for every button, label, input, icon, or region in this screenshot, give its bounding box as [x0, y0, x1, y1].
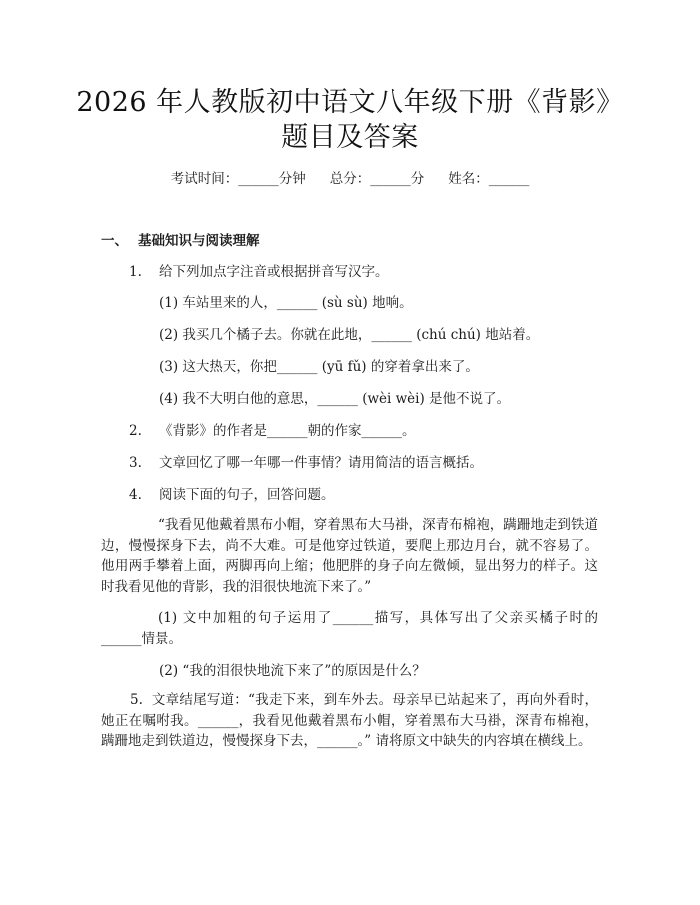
question-4-text: 阅读下面的句子，回答问题。: [159, 487, 335, 503]
question-4-passage: “我看见他戴着黑布小帽，穿着黑布大马褂，深青布棉袍，蹒跚地走到铁道边，慢慢探身下去，尚不大难。可是他穿过铁道，要爬上那边月台，就不容易了。他用两手攀着上面，两脚再向上缩；他肥胖的身子向左微倾，显出努力的样子。这时我看见他的背影，我的泪很快地流下来了。”: [101, 517, 598, 595]
question-2-text: 《背影》的作者是______朝的作家______。: [159, 423, 416, 439]
page-title: 2026 年人教版初中语文八年级下册《背影》: [76, 87, 624, 118]
exam-time: 考试时间：______分钟: [170, 171, 306, 187]
exam-name: 姓名：______: [448, 171, 530, 187]
question-2-number: 2.: [129, 423, 142, 439]
question-3-text: 文章回忆了哪一年哪一件事情？请用简洁的语言概括。: [159, 455, 483, 471]
question-5-body: 文章结尾写道：“我走下来，到车外去。母亲早已站起来了，再向外看时，她正在嘱咐我。______，我看见他戴着黑布小帽，穿着黑布大马褂，深青布棉袍，蹒跚地走到铁道边，慢慢探身下去，______。” 请将原文中缺失的内容填在横线上。: [101, 692, 598, 749]
question-1-item-3: (3) 这大热天，你把______ (yū fǔ) 的穿着拿出来了。: [159, 359, 479, 375]
section-number: 一、: [101, 233, 128, 249]
exam-meta: [0, 170, 700, 188]
question-3-number: 3.: [129, 455, 142, 471]
question-5-text: [101, 690, 598, 752]
question-4-sub-2: (2) “我的泪很快地流下来了”的原因是什么？: [159, 663, 426, 679]
question-1-item-4: (4) 我不大明白他的意思，______ (wèi wèi) 是他不说了。: [159, 391, 511, 407]
page-subtitle: 题目及答案: [281, 122, 419, 153]
question-1-number: 1.: [129, 264, 142, 280]
question-5-number: 5.: [130, 692, 143, 708]
question-4-sub-1: (1) 文中加粗的句子运用了______描写，具体写出了父亲买橘子时的______情景。: [101, 610, 598, 647]
question-1-item-1: (1) 车站里来的人，______ (sù sù) 地响。: [159, 295, 413, 311]
question-1-item-2: (2) 我买几个橘子去。你就在此地，______ (chú chú) 地站着。: [159, 327, 540, 343]
exam-score: 总分：______分: [329, 171, 425, 187]
question-1-text: 给下列加点字注音或根据拼音写汉字。: [159, 264, 389, 280]
question-4-number: 4.: [129, 487, 142, 503]
section-title: 基础知识与阅读理解: [138, 233, 260, 249]
